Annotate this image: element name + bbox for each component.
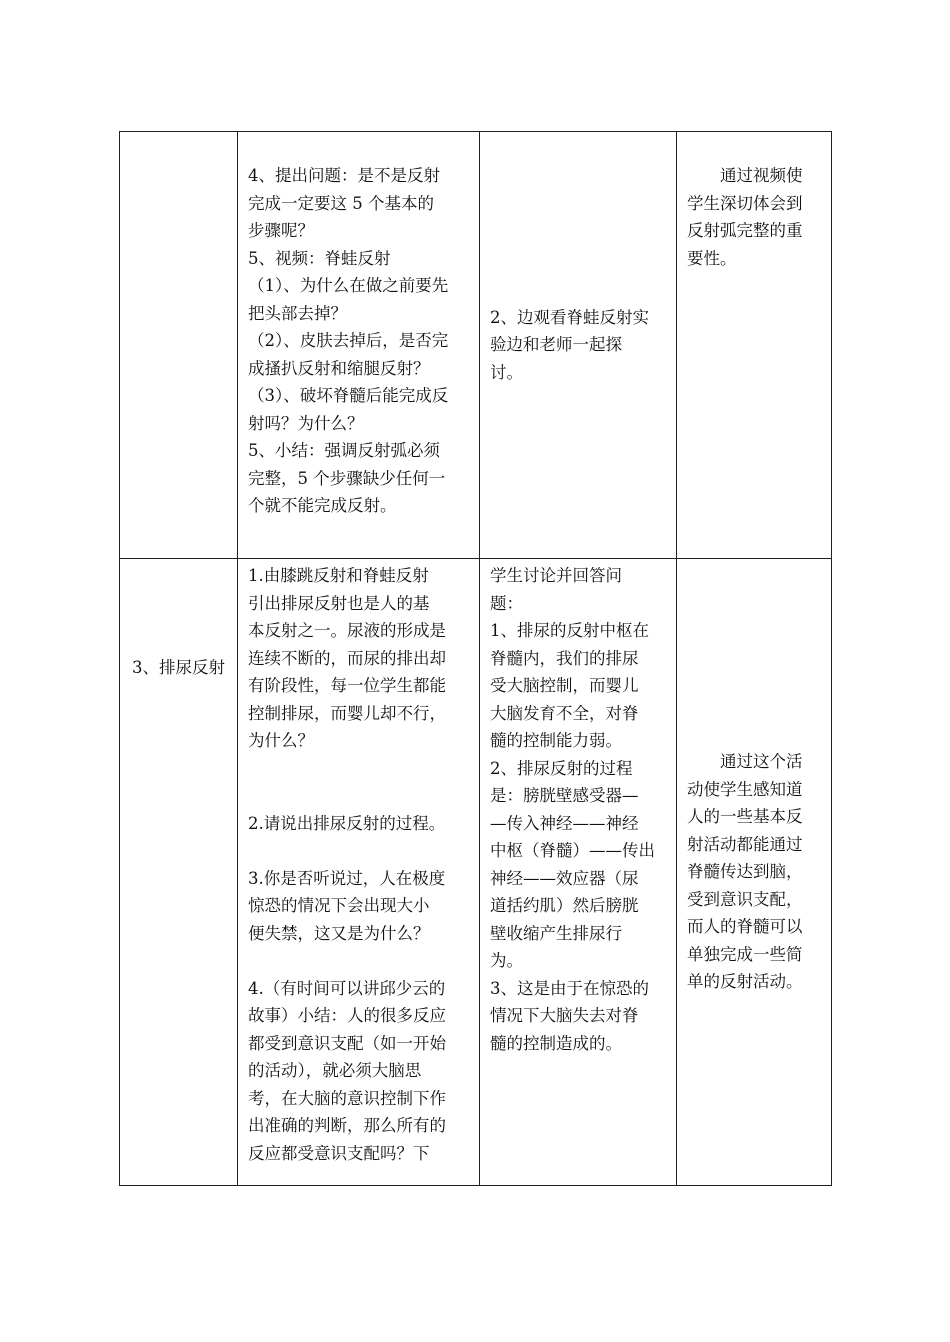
text-line: （3）、破坏脊髓后能完成反 [248, 386, 449, 405]
text-line: 2、排尿反射的过程 [490, 758, 633, 778]
text-line [248, 782, 469, 810]
text-line: 步骤呢？ [248, 221, 314, 240]
student-activity-text [480, 304, 676, 387]
text-line: 都受到意识支配（如一开始 [248, 1033, 446, 1053]
teacher-activity-cell [238, 132, 480, 559]
stage-cell-empty [120, 132, 238, 559]
teacher-activity-text [238, 132, 479, 520]
text-line: 射吗？为什么？ [248, 413, 364, 433]
text-line: 道括约肌）然后膀胱 [490, 896, 639, 915]
text-line: （2）、皮肤去掉后，是否完 [248, 331, 449, 350]
student-activity-cell [480, 559, 677, 1186]
text-line: 为。 [490, 951, 523, 970]
text-line: 中枢（脊髓）——传出 [490, 841, 655, 860]
student-activity-cell [480, 132, 677, 559]
text-line: 反应都受意识支配吗？下 [248, 1143, 430, 1163]
table-row-urination-reflex [120, 559, 832, 1186]
design-intent-cell [677, 559, 832, 1186]
text-line: 题： [490, 593, 523, 613]
text-line: 个就不能完成反射。 [248, 496, 397, 515]
design-intent-text [677, 132, 831, 272]
text-line: 有阶段性，每一位学生都能 [248, 676, 446, 695]
student-activity-text [480, 559, 676, 1057]
text-line: 通过这个活 [720, 752, 803, 772]
text-line [248, 837, 469, 865]
text-line: 把头部去掉？ [248, 303, 347, 323]
text-line: 神经——效应器（尿 [490, 868, 639, 888]
text-line: 故事）小结：人的很多反应 [248, 1006, 446, 1025]
text-line: 髓的控制造成的。 [490, 1033, 622, 1053]
text-line: 验边和老师一起探 [490, 335, 622, 355]
text-line: 受大脑控制，而婴儿 [490, 676, 639, 695]
text-line: 4、提出问题：是不是反射 [248, 166, 440, 185]
text-line: 控制排尿，而婴儿却不行， [248, 703, 446, 723]
text-line: 单独完成一些简 [687, 944, 803, 964]
text-line: 完整，5 个步骤缺少任何一 [248, 468, 446, 488]
text-line: 成搔扒反射和缩腿反射？ [248, 358, 430, 378]
text-line: 3.你是否听说过，人在极度 [248, 868, 446, 888]
text-line: 脊髓内，我们的排尿 [490, 648, 639, 668]
teacher-activity-cell [238, 559, 480, 1186]
stage-cell [120, 559, 238, 1186]
text-line: 射活动都能通过 [687, 834, 803, 854]
text-line: 1.由膝跳反射和脊蛙反射 [248, 566, 429, 585]
stage-label: 3、排尿反射 [132, 658, 225, 677]
text-line: 单的反射活动。 [687, 972, 803, 992]
text-line: 人的一些基本反 [687, 807, 803, 827]
text-line: 1、排尿的反射中枢在 [490, 621, 649, 640]
text-line: 讨。 [490, 362, 523, 382]
text-line: （1）、为什么在做之前要先 [248, 276, 449, 295]
text-line: 2.请说出排尿反射的过程。 [248, 813, 446, 833]
text-line: 壁收缩产生排尿行 [490, 923, 622, 943]
text-line: 通过视频使 [720, 166, 803, 185]
text-line: 反射弧完整的重 [687, 221, 803, 240]
text-line [248, 947, 469, 975]
teacher-activity-text [238, 559, 479, 1167]
table-row-reflex-arc [120, 132, 832, 559]
text-line: 是：膀胱壁感受器— [490, 786, 639, 805]
text-line: 便失禁，这又是为什么？ [248, 923, 430, 943]
text-line: 学生深切体会到 [687, 193, 803, 213]
text-line: 脊髓传达到脑， [687, 862, 803, 882]
text-line: 情况下大脑失去对脊 [490, 1006, 639, 1025]
text-line: 为什么？ [248, 731, 314, 750]
text-line: 动使学生感知道 [687, 779, 803, 799]
text-line: 要性。 [687, 248, 737, 268]
text-line: 学生讨论并回答问 [490, 566, 622, 585]
text-line: 出准确的判断，那么所有的 [248, 1116, 446, 1135]
text-line: 完成一定要这 5 个基本的 [248, 193, 434, 213]
text-line: 2、边观看脊蛙反射实 [490, 307, 649, 327]
text-line: 而人的脊髓可以 [687, 917, 803, 937]
text-line: 大脑发育不全，对脊 [490, 703, 639, 723]
text-line: 3、这是由于在惊恐的 [490, 978, 649, 998]
design-intent-cell [677, 132, 832, 559]
text-line: 髓的控制能力弱。 [490, 731, 622, 750]
text-line: —传入神经——神经 [490, 813, 639, 833]
text-line: 连续不断的，而尿的排出却 [248, 648, 446, 668]
text-line: 4.（有时间可以讲邱少云的 [248, 978, 446, 998]
design-intent-text [677, 748, 831, 996]
text-line: 引出排尿反射也是人的基 [248, 593, 430, 613]
text-line: 的活动），就必须大脑思 [248, 1061, 422, 1080]
text-line: 惊恐的情况下会出现大小 [248, 896, 430, 915]
text-line: 5、小结：强调反射弧必须 [248, 441, 440, 460]
text-line: 本反射之一。尿液的形成是 [248, 621, 446, 640]
text-line: 考，在大脑的意识控制下作 [248, 1088, 446, 1108]
text-line [248, 755, 469, 783]
lesson-plan-table [119, 131, 832, 1186]
text-line: 受到意识支配， [687, 889, 803, 909]
text-line: 5、视频：脊蛙反射 [248, 248, 391, 268]
